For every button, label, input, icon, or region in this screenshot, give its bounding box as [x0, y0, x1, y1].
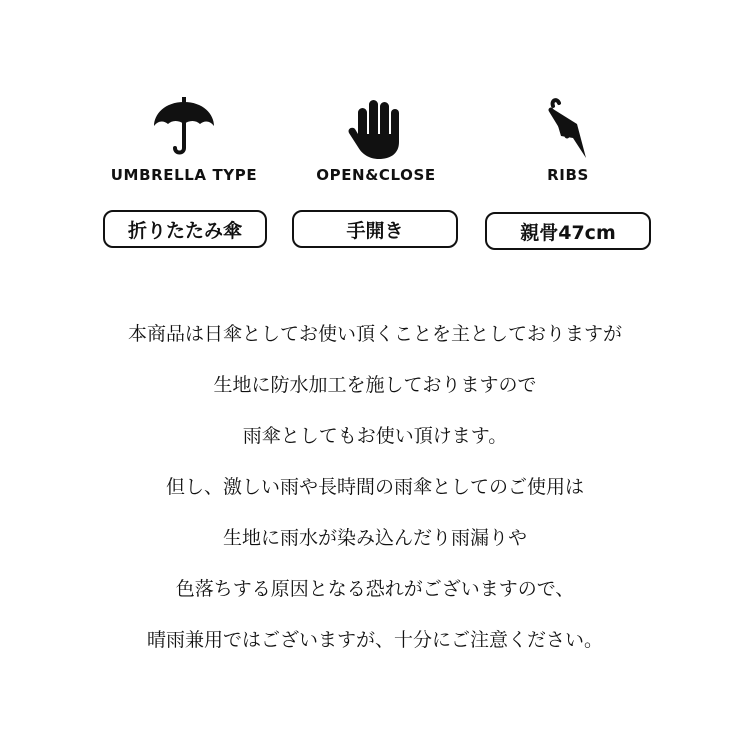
description-line: 雨傘としてもお使い頂けます。	[242, 425, 508, 447]
feature-label: OPEN&CLOSE	[316, 166, 436, 184]
description-line: 但し、激しい雨や長時間の雨傘としてのご使用は	[165, 476, 584, 498]
description-line: 晴雨兼用ではございますが、十分にご注意ください。	[146, 629, 603, 651]
description-line: 本商品は日傘としてお使い頂くことを主としておりますが	[127, 323, 622, 345]
feature-label: RIBS	[547, 166, 589, 184]
feature-open-close	[276, 96, 476, 184]
feature-umbrella-type	[84, 96, 284, 184]
description-line: 生地に雨水が染み込んだり雨漏りや	[222, 527, 527, 549]
open-close-value: 手開き	[292, 210, 458, 248]
description-line: 色落ちする原因となる恐れがございますので、	[175, 578, 575, 600]
description-line: 生地に防水加工を施しておりますので	[213, 374, 537, 396]
ribs-value: 親骨47cm	[485, 212, 651, 250]
umbrella-type-value: 折りたたみ傘	[103, 210, 267, 248]
feature-ribs	[468, 96, 668, 184]
description	[0, 316, 750, 673]
closed-umbrella-icon	[533, 96, 603, 162]
umbrella-icon	[149, 96, 219, 162]
feature-label: UMBRELLA TYPE	[110, 166, 258, 184]
hand-icon	[341, 96, 411, 162]
